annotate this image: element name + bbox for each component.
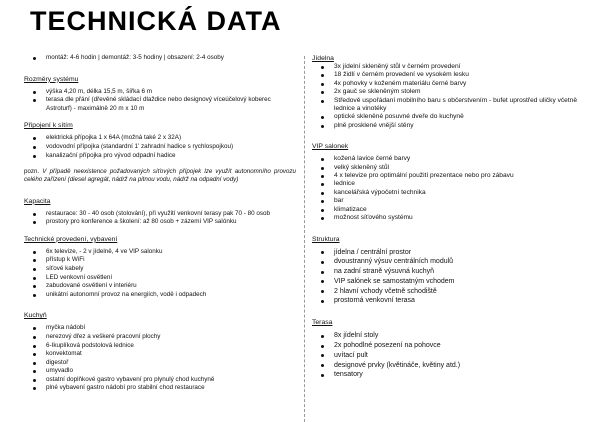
list-item: jídelna / centrální prostor xyxy=(312,248,588,258)
jidelna-list xyxy=(312,63,588,130)
terasa-list xyxy=(312,331,588,380)
list-item: výška 4,20 m, délka 15,5 m, šířka 6 m xyxy=(24,88,296,97)
list-item: VIP salónek se samostatným vchodem xyxy=(312,277,588,287)
left-column xyxy=(24,54,296,393)
list-item: 2x gauč se skleněným stolem xyxy=(312,88,588,96)
list-item: 8x jídelní stoly xyxy=(312,331,588,341)
struktura-list xyxy=(312,248,588,307)
list-item: unikátní autonomní provoz na energiích, vodě i odpadech xyxy=(24,291,296,300)
list-item: lednice xyxy=(312,180,588,188)
section-heading-kuchyn: Kuchyň xyxy=(24,312,47,320)
section-heading-jidelna: Jídelna xyxy=(312,55,334,62)
section-heading-pripojeni: Připojení k sítím xyxy=(24,122,73,130)
list-item: nerezový dřez a veškeré pracovní plochy xyxy=(24,333,296,342)
list-item: 4x pohovky v koženém materiálu černé barvy xyxy=(312,80,588,88)
vip-list xyxy=(312,155,588,222)
list-item xyxy=(24,96,296,113)
intro-list xyxy=(24,54,296,63)
terasa-note: terasa dle přání (dřevěné skládací dlaždice nebo designový víceúčelový koberec Astroturf) - maximálně 20 m x 10 m xyxy=(46,96,271,112)
pripojeni-note xyxy=(24,168,296,184)
list-item: možnost síťového systému xyxy=(312,214,588,222)
list-item: 6-Ikuplíková podstolová lednice xyxy=(24,342,296,351)
intro-item: montáž: 4-6 hodin | demontáž: 3-5 hodiny | obsazení: 2-4 osoby xyxy=(24,54,296,63)
list-item: 18 židlí v černém provedení ve vysokém lesku xyxy=(312,71,588,79)
list-item: optické skleněné posuvné dveře do kuchyně xyxy=(312,113,588,121)
list-item: kanalizační přípojka pro vývod odpadní hadice xyxy=(24,152,296,161)
section-heading-terasa: Terasa xyxy=(312,319,333,327)
list-item: 2 hlavní vchody včetně schodiště xyxy=(312,287,588,297)
list-item: plně prosklené vnější stěny xyxy=(312,122,588,130)
list-item: ostatní doplňkové gastro vybavení pro plynulý chod kuchyně xyxy=(24,376,296,385)
right-column xyxy=(312,54,588,380)
list-item: bar xyxy=(312,197,588,205)
list-item: digestoř xyxy=(24,359,296,368)
page-title: TECHNICKÁ DATA xyxy=(30,6,282,36)
list-item: plné vybavení gastro nádobí pro stabilní chod restaurace xyxy=(24,384,296,393)
list-item: klimatizace xyxy=(312,206,588,214)
list-item: kožená lavice černé barvy xyxy=(312,155,588,163)
list-item: myčka nádobí xyxy=(24,324,296,333)
list-item: elektrická přípojka 1 x 64A (možná také 2 x 32A) xyxy=(24,134,296,143)
list-item: Středově uspořádaní mobilního baru s občerstvením - bufet uprostřed uličky včetně lednice a vinotéky xyxy=(312,97,588,114)
list-item: dvoustranný výsuv centrálních modulů xyxy=(312,257,588,267)
list-item: konvektomat xyxy=(24,350,296,359)
list-item: 3x jídelní skleněný stůl v černém provedení xyxy=(312,63,588,71)
kuchyn-list xyxy=(24,324,296,393)
list-item: uvítací pult xyxy=(312,351,588,361)
list-item: 4 x televize pro optimální použití prezentace nebo pro zábavu xyxy=(312,172,588,180)
list-item: 6x televize, - 2 v jídelně, 4 ve VIP salonku xyxy=(24,248,296,257)
column-divider xyxy=(304,56,305,422)
list-item: restaurace: 30 - 40 osob (stolování), při využití venkovní terasy pak 70 - 80 osob xyxy=(24,210,296,219)
section-heading-vybaveni: Technické provedení, vybavení xyxy=(24,235,118,243)
list-item: umyvadlo xyxy=(24,367,296,376)
list-item: prostory pro konference a školení: až 80 osob + zázemí VIP salónku xyxy=(24,218,296,227)
section-heading-rozmery: Rozměry systému xyxy=(24,75,79,83)
list-item: prostorná venkovní terasa xyxy=(312,296,588,306)
note-text: V případě neexistence požadovaných síťových přípojek lze využít autonomního provozu celého zařízení (diesel agregát, nádrž na pitnou vodu, nádrž na odpadní vody) xyxy=(24,168,296,184)
note-lead: pozn. xyxy=(24,168,40,176)
list-item: 2x pohodlné posezení na pohovce xyxy=(312,341,588,351)
list-item: na zadní straně výsuvná kuchyň xyxy=(312,267,588,277)
list-item: vodovodní přípojka (standardní 1' zahradní hadice s rychlospojkou) xyxy=(24,143,296,152)
vybaveni-list xyxy=(24,248,296,300)
list-item: síťové kabely xyxy=(24,265,296,274)
rozmery-list xyxy=(24,88,296,114)
list-item: tensatory xyxy=(312,370,588,380)
list-item: designové prvky (květináče, květiny atd.) xyxy=(312,361,588,371)
pripojeni-list xyxy=(24,134,296,160)
list-item: přístup k WiFi xyxy=(24,256,296,265)
list-item: LED venkovní osvětlení xyxy=(24,274,296,283)
section-heading-vip: VIP salonek xyxy=(312,143,349,151)
list-item: velký skleněný stůl xyxy=(312,164,588,172)
list-item: zabudované osvětlení v interiéru xyxy=(24,282,296,291)
section-heading-kapacita: Kapacita xyxy=(24,197,51,205)
list-item: kancelářská výpočetní technika xyxy=(312,189,588,197)
section-heading-struktura: Struktura xyxy=(312,235,340,243)
kapacita-list xyxy=(24,210,296,227)
